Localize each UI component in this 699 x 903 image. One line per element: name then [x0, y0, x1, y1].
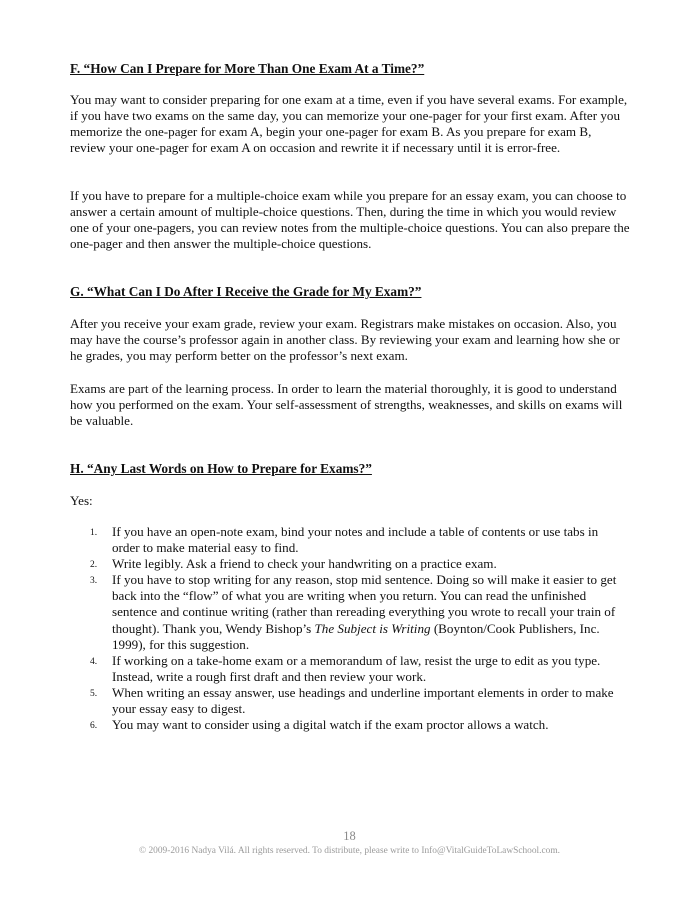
list-item [70, 717, 620, 733]
list-item [70, 572, 620, 652]
section-g-paragraph-1: After you receive your exam grade, review your exam. Registrars make mistakes on occasion. Also, you may have the course’s professor again in another class. By reviewing your exam and learning how she or he grades, you may perform better on the professor’s next exam. [70, 316, 620, 364]
list-item-text: You may want to consider using a digital watch if the exam proctor allows a watch. [112, 717, 549, 733]
section-f-paragraph-2: If you have to prepare for a multiple-choice exam while you prepare for an essay exam, you can choose to answer a certain amount of multiple-choice questions. Then, during the time in which you would review one of your one-pagers, you can review notes from the multiple-choice questions. You can also prepare the one-pager and then answer the multiple-choice questions. [70, 188, 630, 252]
section-f-paragraph-1: You may want to consider preparing for one exam at a time, even if you have several exams. For example, if you have two exams on the same day, you can memorize your one-pager for your first exam. After you memorize the one-pager for exam A, begin your one-pager for exam B. As you prepare for exam B, review your one-pager for exam A on occasion and rewrite it if necessary until it is error-free. [70, 92, 628, 156]
section-h-intro: Yes: [70, 493, 93, 508]
list-item-number: 4. [90, 656, 98, 667]
copyright-footer: © 2009-2016 Nadya Vilá. All rights reserved. To distribute, please write to Info@VitalGuideToLawSchool.com. [139, 846, 560, 856]
list-item-number: 3. [90, 576, 98, 587]
list-item-text: If you have an open-note exam, bind your notes and include a table of contents or use tabs in order to make material easy to find. [112, 524, 599, 556]
list-item-number: 2. [90, 560, 98, 571]
list-item-text-continued: (Boynton/Cook Publishers, Inc. 1999), for this suggestion. [112, 620, 600, 652]
list-item-text: When writing an essay answer, use headings and underline important elements in order to make your essay easy to digest. [112, 684, 614, 717]
section-g-heading: G. “What Can I Do After I Receive the Grade for My Exam?” [70, 284, 422, 299]
list-item [70, 653, 620, 685]
list-item-number: 6. [90, 721, 98, 732]
page-number: 18 [343, 829, 356, 843]
section-h-heading: H. “Any Last Words on How to Prepare for Exams?” [70, 461, 372, 476]
list-item [70, 556, 620, 572]
list-item-number: 1. [90, 528, 98, 538]
tips-list [70, 524, 620, 733]
book-title: The Subject is Writing [314, 620, 431, 636]
list-item [70, 524, 620, 556]
list-item-text: Write legibly. Ask a friend to check your handwriting on a practice exam. [112, 556, 497, 572]
list-item-text: If you have to stop writing for any reason, stop mid sentence. Doing so will make it easier to get back into the “flow” of what you are writing when you return. You can read the unfinished sentence and continue writing (rather than rereading everything you wrote to recall your train of thought). Thank you, Wendy Bishop’s [112, 572, 617, 636]
list-item-number: 5. [90, 688, 98, 699]
section-g-paragraph-2: Exams are part of the learning process. In order to learn the material thoroughly, it is good to understand how you performed on the exam. Your self-assessment of strengths, weaknesses, and skills on exams will be valuable. [70, 381, 623, 429]
list-item [70, 685, 620, 717]
section-f-heading: F. “How Can I Prepare for More Than One Exam At a Time?” [70, 61, 425, 76]
list-item-text: If working on a take-home exam or a memorandum of law, resist the urge to edit as you type. Instead, write a rough first draft and then review your work. [112, 652, 601, 684]
